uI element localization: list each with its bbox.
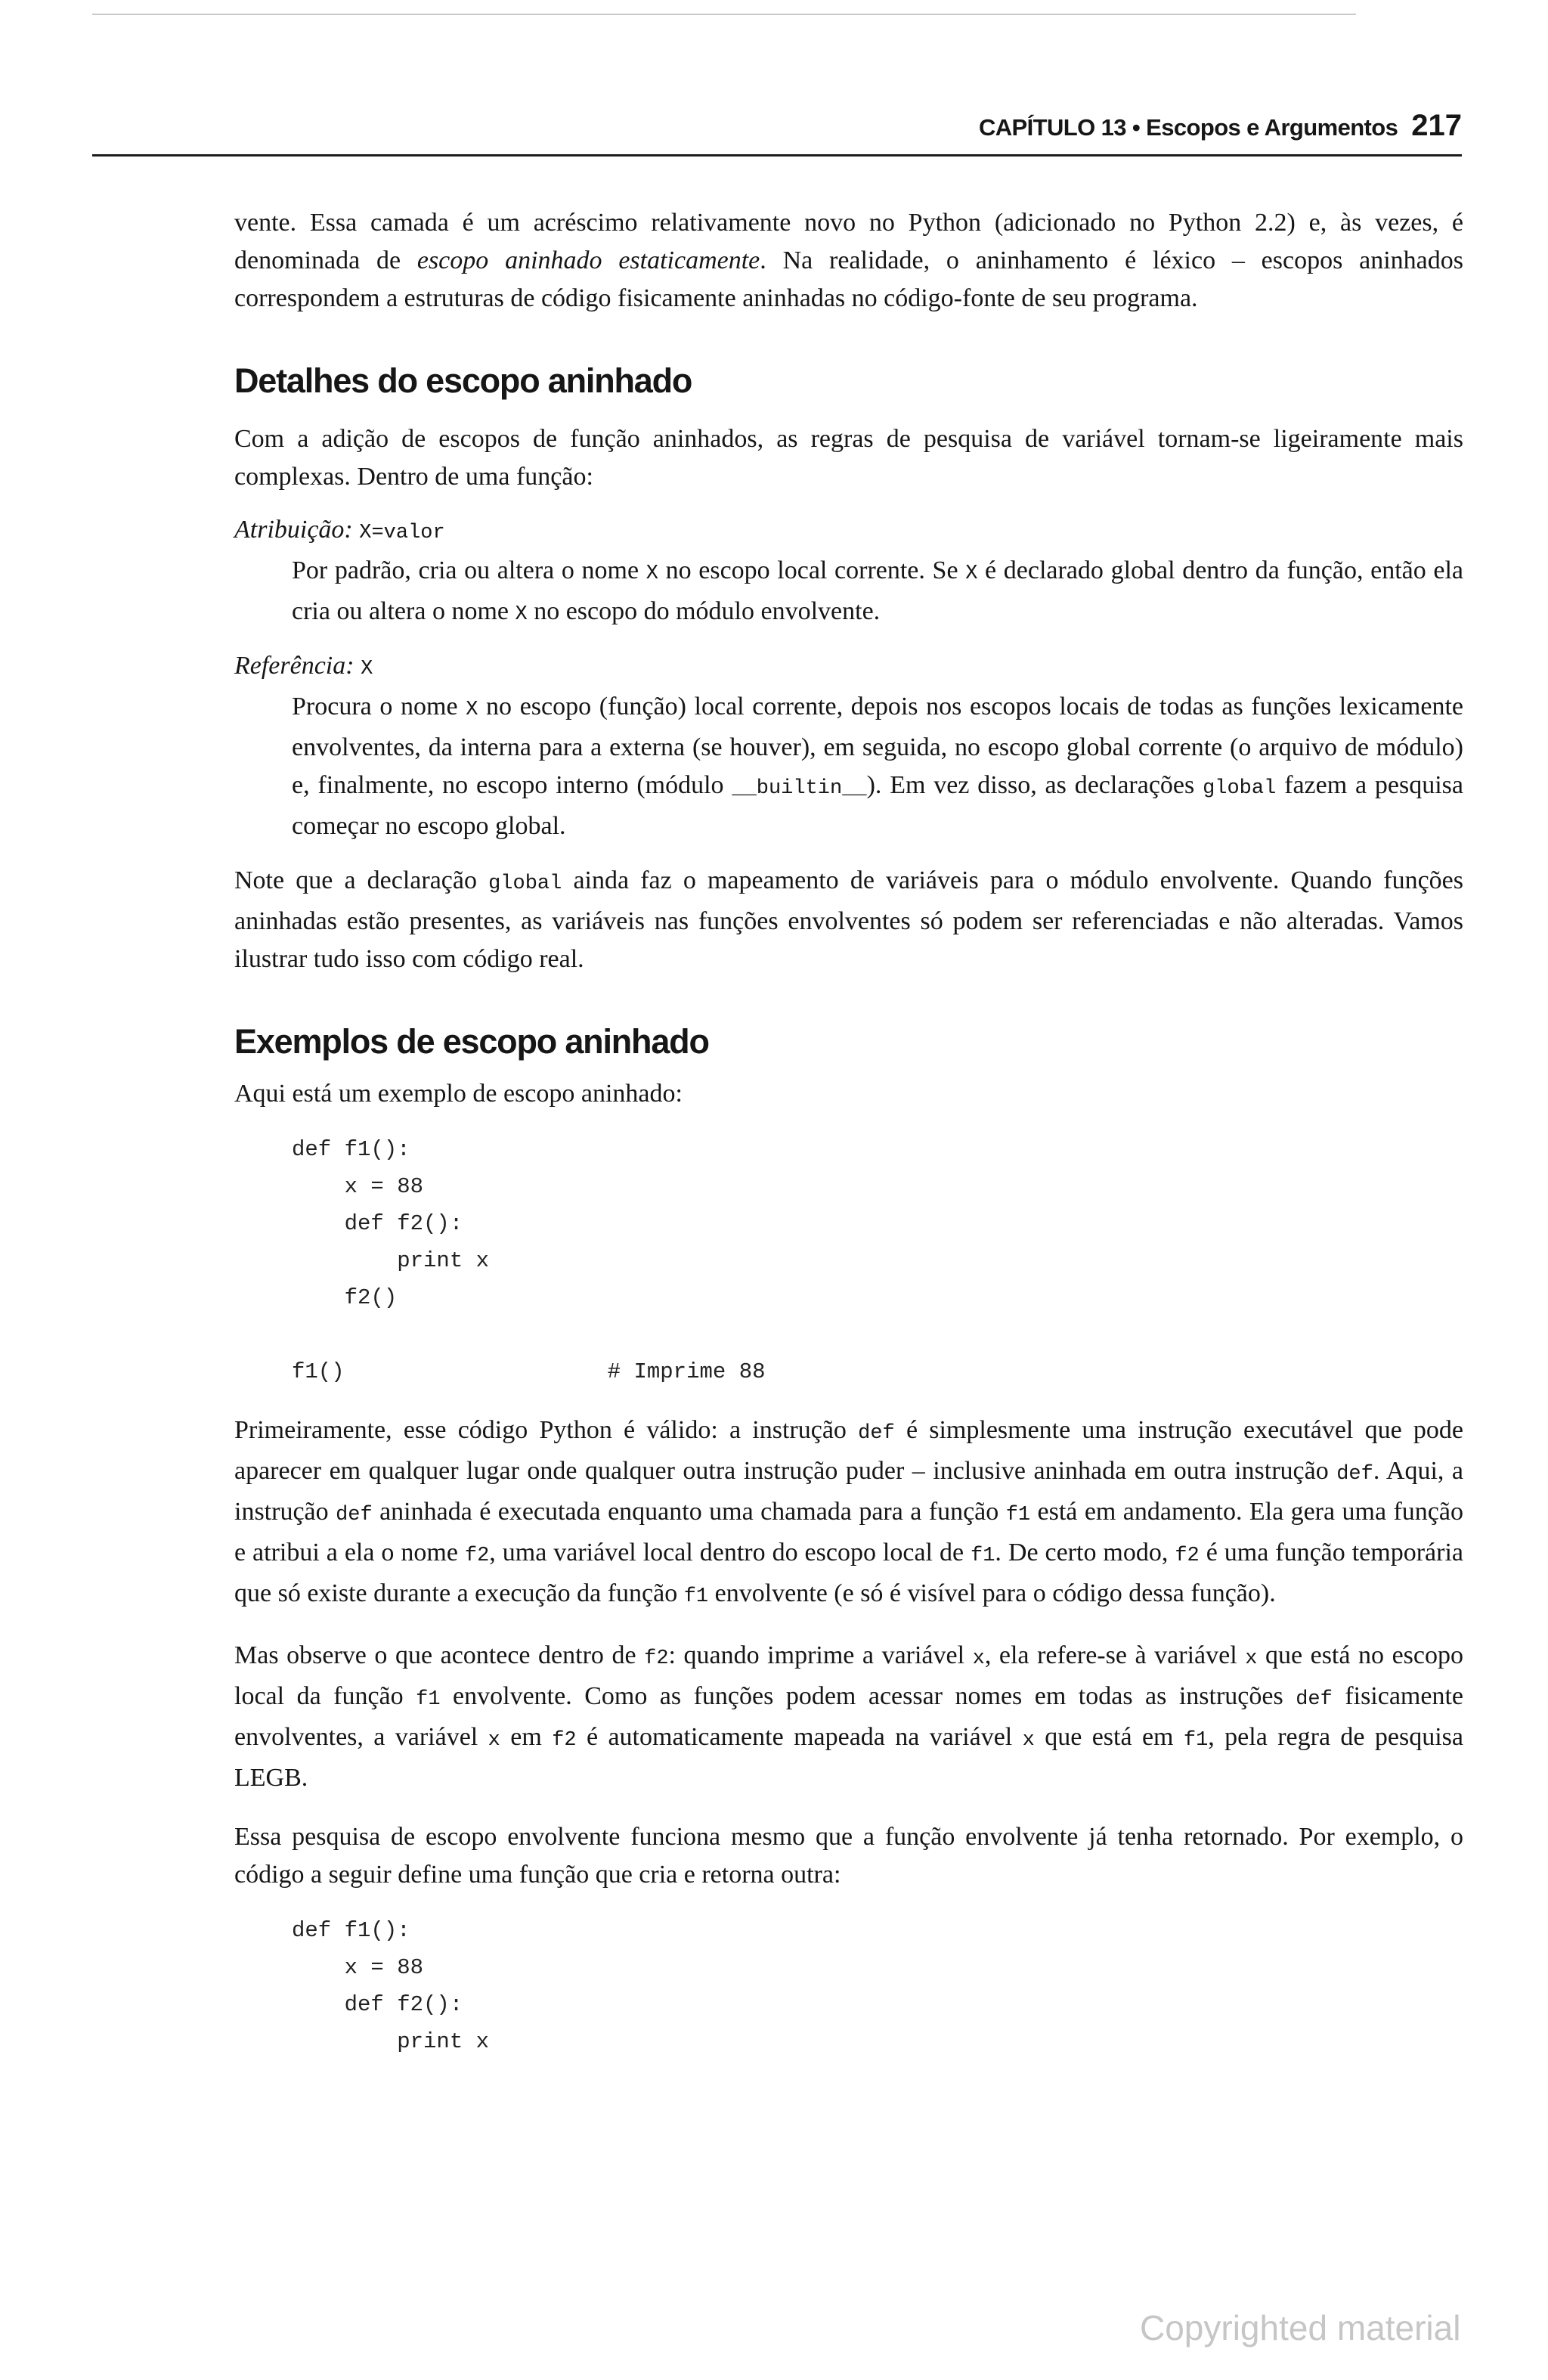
page-number: 217	[1411, 109, 1462, 142]
scan-top-edge	[92, 14, 1356, 15]
section-heading-details: Detalhes do escopo aninhado	[234, 361, 692, 400]
code-block-1: def f1(): x = 88 def f2(): print x f2() f1() # Imprime 88	[292, 1137, 766, 1384]
term-code: X	[361, 658, 373, 680]
emphasis: escopo aninhado estaticamente	[416, 246, 760, 274]
running-head	[92, 101, 1462, 156]
watermark: Copyrighted material	[1140, 2308, 1461, 2347]
paragraph-examples: Aqui está um exemplo de escopo aninhado:	[234, 1080, 683, 1108]
paragraph-search: Essa pesquisa de escopo envolvente funciona mesmo que a função envolvente já tenha retornado. Por exemplo, o código a seguir define uma função que cria e retorna outra:	[234, 1823, 1463, 1889]
term-reference	[234, 647, 1463, 688]
term-reference-description: Procura o nome X no escopo (função) local corrente, depois nos escopos locais de todas as funções lexicamente envolventes, da interna para a externa (se houver), em seguida, no escopo global corrente (o arquivo de módulo) e, finalmente, no escopo interno (módulo __builtin__). Em vez disso, as declarações global fazem a pesquisa começar no escopo global.	[292, 693, 1464, 840]
running-head-text	[979, 109, 1462, 143]
paragraph-details: Com a adição de escopos de função aninhados, as regras de pesquisa de variável tornam-se ligeiramente mais complexas. Dentro de uma função:	[234, 425, 1463, 491]
paragraph-first: Primeiramente, esse código Python é válido: a instrução def é simplesmente uma instrução executável que pode aparecer em qualquer lugar onde qualquer outra instrução puder – inclusive aninhada em outra instrução def. Aqui, a instrução def aninhada é executada enquanto uma chamada para a função f1 está em andamento. Ela gera uma função e atribui a ela o nome f2, uma variável local dentro do escopo local de f1. De certo modo, f2 é uma função temporária que só existe durante a execução da função f1 envolvente (e só é visível para o código dessa função).	[234, 1416, 1464, 1608]
code-block-2: def f1(): x = 88 def f2(): print x	[292, 1918, 490, 2054]
term-label: Referência:	[234, 652, 354, 680]
page-body	[234, 204, 1463, 2060]
paragraph-intro: vente. Essa camada é um acréscimo relativamente novo no Python (adicionado no Python 2.2) e, às vezes, é denominada de escopo aninhado estaticamente. Na realidade, o aninhamento é léxico – escopos aninhados correspondem a estruturas de código fisicamente aninhadas no código-fonte de seu programa.	[234, 209, 1463, 312]
term-assignment	[234, 511, 1463, 552]
paragraph-note: Note que a declaração global ainda faz o mapeamento de variáveis para o módulo envolvente. Quando funções aninhadas estão presentes, as variáveis nas funções envolventes só podem ser referenciadas e não alteradas. Vamos ilustrar tudo isso com código real.	[234, 866, 1463, 973]
term-code: X=valor	[359, 522, 445, 544]
term-assignment-description: Por padrão, cria ou altera o nome X no escopo local corrente. Se X é declarado global dentro da função, então ela cria ou altera o nome X no escopo do módulo envolvente.	[292, 556, 1464, 626]
chapter-title: CAPÍTULO 13 • Escopos e Argumentos	[978, 114, 1398, 141]
term-label: Atribuição:	[234, 516, 353, 544]
section-heading-examples: Exemplos de escopo aninhado	[234, 1022, 709, 1061]
paragraph-observe: Mas observe o que acontece dentro de f2: quando imprime a variável x, ela refere-se à variável x que está no escopo local da função f1 envolvente. Como as funções podem acessar nomes em todas as instruções def fisicamente envolventes, a variável x em f2 é automaticamente mapeada na variável x que está em f1, pela regra de pesquisa LEGB.	[234, 1641, 1464, 1792]
